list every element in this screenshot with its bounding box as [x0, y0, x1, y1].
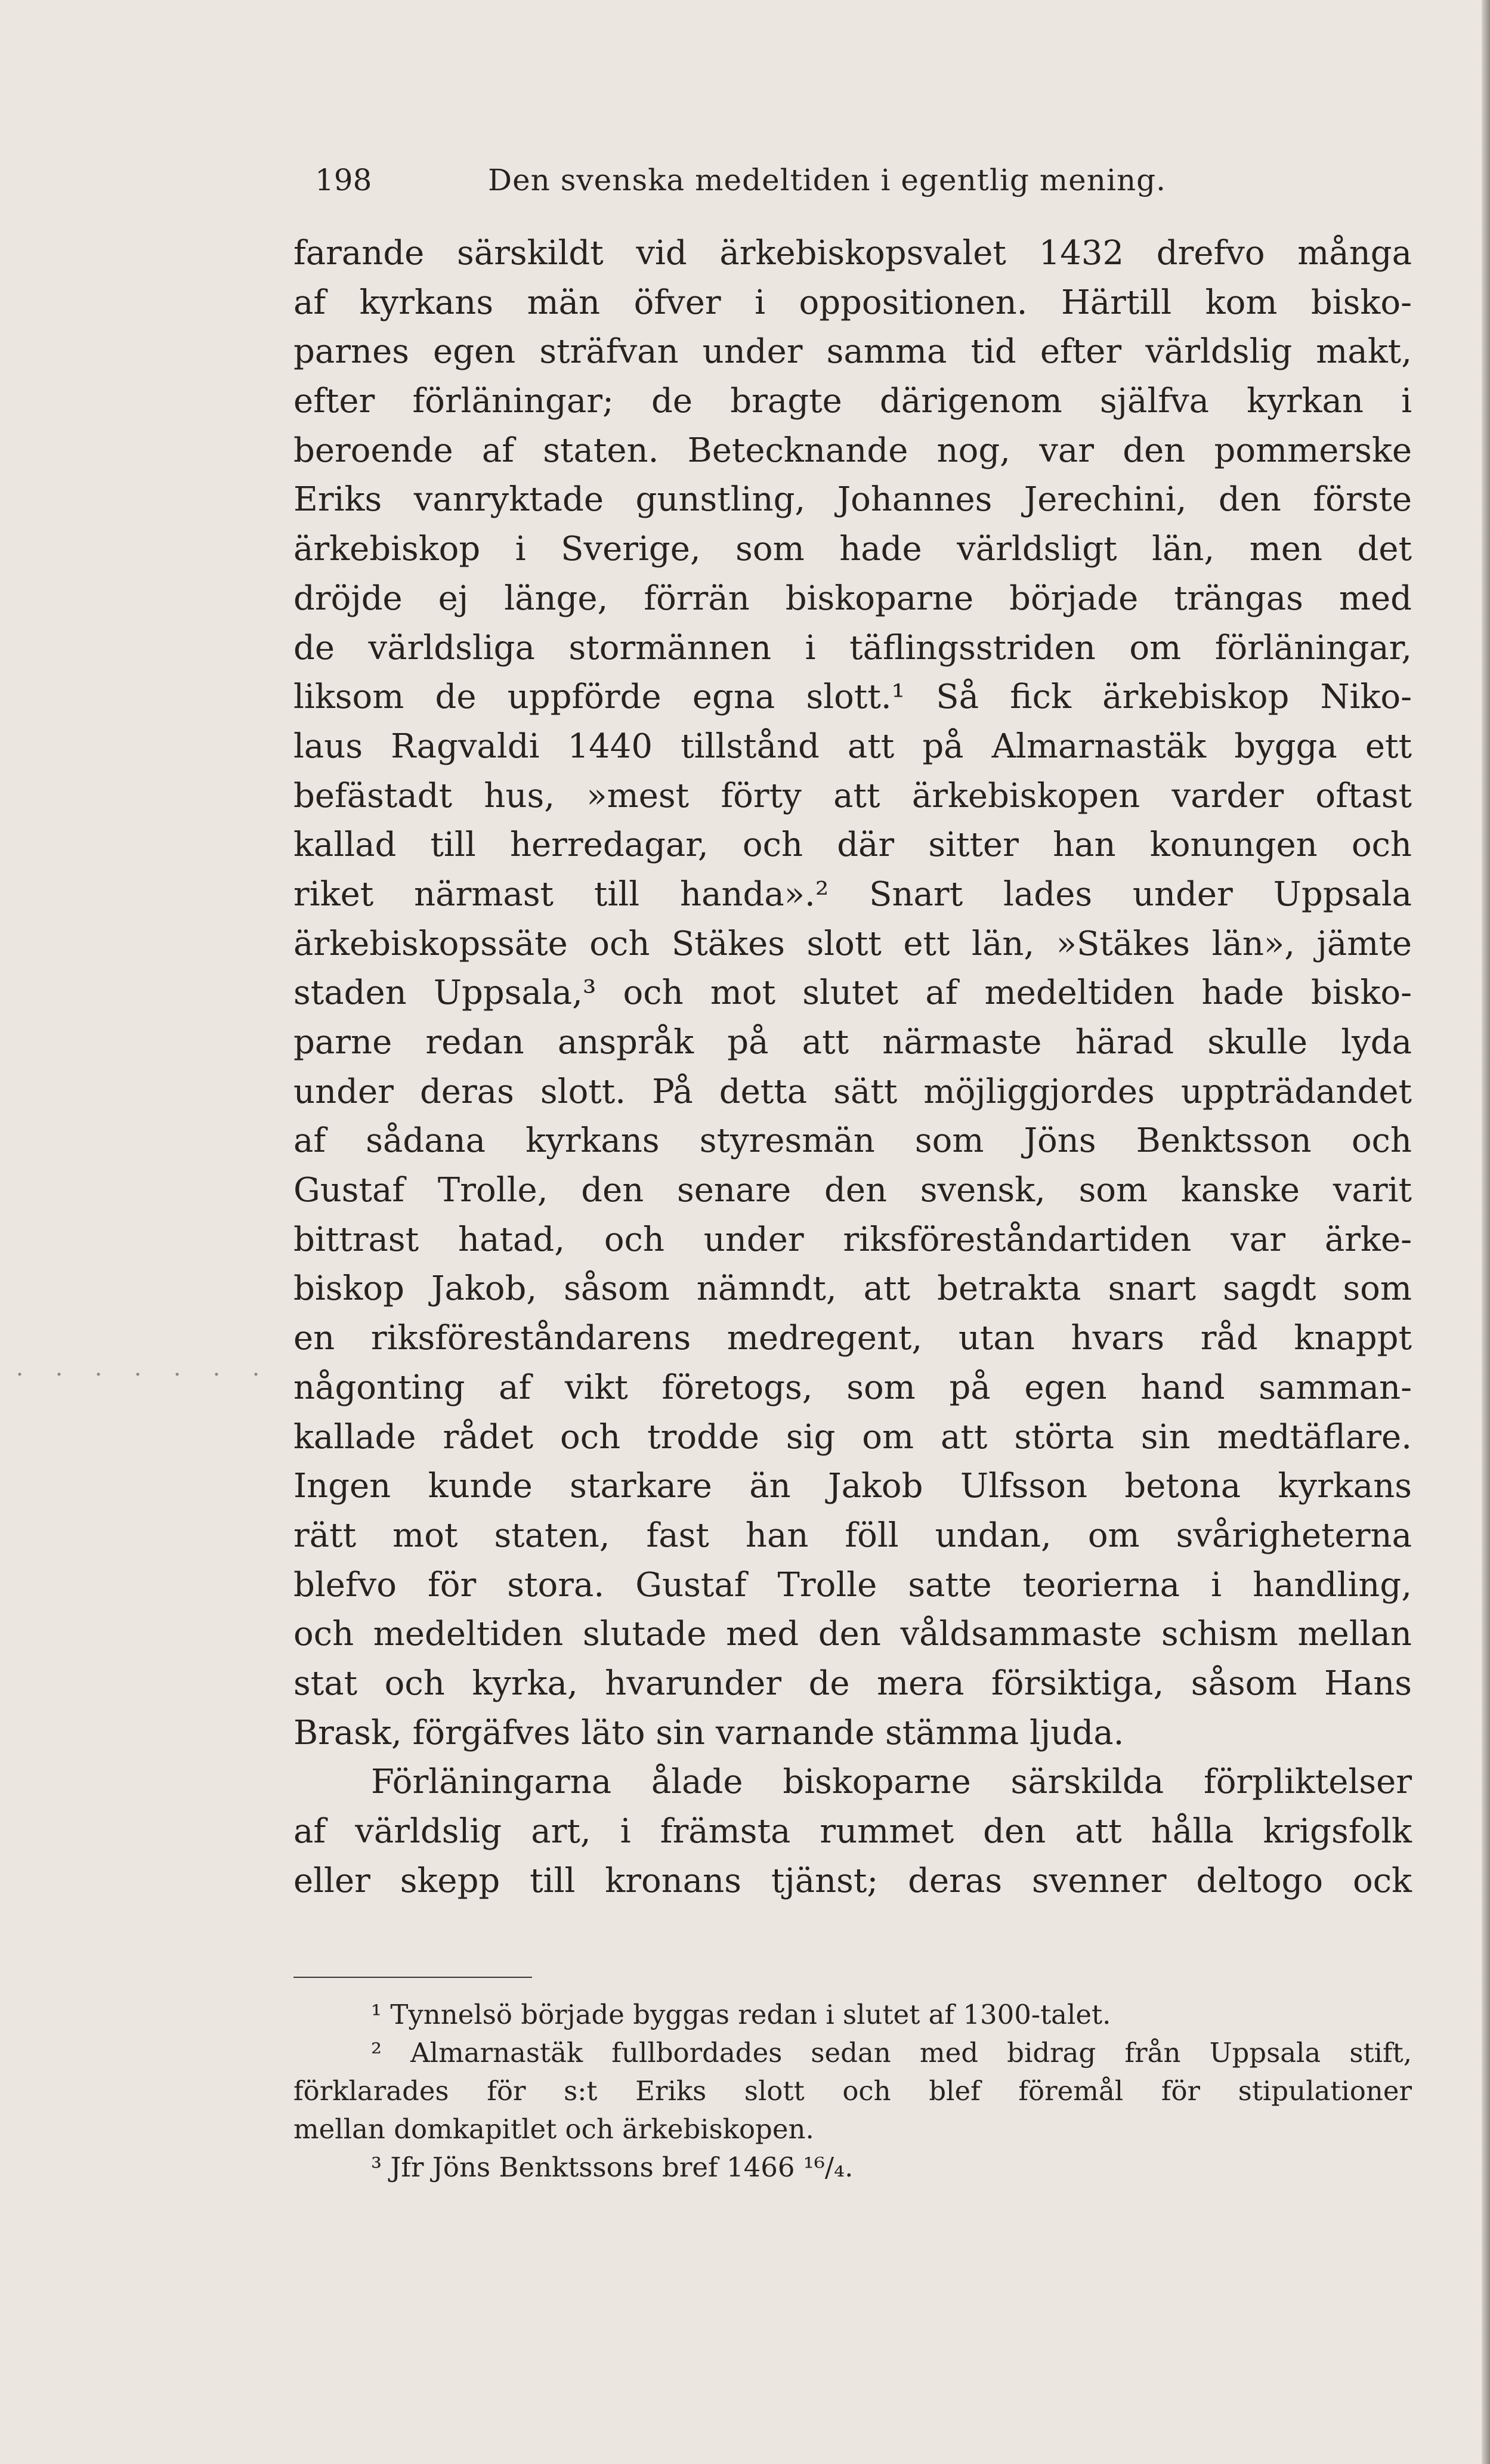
text-line: parne redan anspråk på att närmaste härad skulle lyda [293, 1023, 1412, 1062]
text-line: dröjde ej länge, förrän biskoparne började trängas med [293, 579, 1412, 618]
text-line: af kyrkans män öfver i oppositionen. Härtill kom bisko- [293, 283, 1412, 322]
text-line: liksom de uppförde egna slott.¹ Så fick ärkebiskop Niko- [293, 678, 1412, 717]
text-line: farande särskildt vid ärkebiskopsvalet 1432 drefvo många [293, 234, 1412, 273]
text-line: ärkebiskopssäte och Stäkes slott ett län, »Stäkes län», jämte [293, 924, 1412, 963]
text-line: blefvo för stora. Gustaf Trolle satte teorierna i handling, [293, 1565, 1412, 1604]
footnote-rule [293, 1977, 532, 1978]
text-line: af sådana kyrkans styresmän som Jöns Benktsson och [293, 1121, 1412, 1161]
text-line: parnes egen sträfvan under samma tid efter världslig makt, [293, 332, 1412, 372]
running-header [315, 162, 1166, 198]
text-line: Eriks vanryktade gunstling, Johannes Jerechini, den förste [293, 480, 1412, 520]
text-line: rätt mot staten, fast han föll undan, om svårigheterna [293, 1516, 1412, 1555]
text-line: Ingen kunde starkare än Jakob Ulfsson betona kyrkans [293, 1467, 1412, 1506]
text-line: riket närmast till handa».² Snart lades under Uppsala [293, 874, 1412, 914]
page-edge-shadow [1482, 0, 1490, 2464]
footnote-line: mellan domkapitlet och ärkebiskopen. [293, 2113, 814, 2145]
text-line: befästadt hus, »mest förty att ärkebiskopen varder oftast [293, 776, 1412, 815]
text-line: beroende af staten. Betecknande nog, var den pommerske [293, 431, 1412, 470]
text-line: biskop Jakob, såsom nämndt, att betrakta snart sagdt som [293, 1269, 1412, 1309]
text-line: en riksföreståndarens medregent, utan hvars råd knappt [293, 1319, 1412, 1358]
footnote-line: ³ Jfr Jöns Benktssons bref 1466 ¹⁶/₄. [371, 2151, 854, 2183]
text-line: efter förläningar; de bragte därigenom själfva kyrkan i [293, 382, 1412, 421]
footnote-line: ¹ Tynnelsö började byggas redan i slutet af 1300-talet. [371, 1999, 1111, 2030]
page-number: 198 [315, 163, 372, 197]
text-line: bittrast hatad, och under riksföreståndartiden var ärke- [293, 1220, 1412, 1259]
text-line: Gustaf Trolle, den senare den svensk, som kanske varit [293, 1171, 1412, 1210]
text-line: de världsliga stormännen i täflingsstriden om förläningar, [293, 628, 1412, 667]
text-line: någonting af vikt företogs, som på egen hand samman- [293, 1368, 1412, 1407]
text-line: kallad till herredagar, och där sitter han konungen och [293, 826, 1412, 865]
text-line: ärkebiskop i Sverige, som hade världsligt län, men det [293, 530, 1412, 569]
footnote-line: ² Almarnastäk fullbordades sedan med bidrag från Uppsala stift, [371, 2037, 1412, 2069]
margin-dots [0, 1372, 274, 1377]
text-line: laus Ragvaldi 1440 tillstånd att på Almarnastäk bygga ett [293, 726, 1412, 766]
text-line: och medeltiden slutade med den våldsammaste schism mellan [293, 1615, 1412, 1654]
text-line: Brask, förgäfves läto sin varnande stämma ljuda. [293, 1713, 1124, 1752]
text-line: staden Uppsala,³ och mot slutet af medeltiden hade bisko- [293, 973, 1412, 1013]
body-text [293, 229, 1412, 1906]
running-title: Den svenska medeltiden i egentlig mening. [488, 163, 1167, 197]
footnote-line: förklarades för s:t Eriks slott och blef föremål för stipulationer [293, 2075, 1412, 2107]
text-line: stat och kyrka, hvarunder de mera försiktiga, såsom Hans [293, 1664, 1412, 1703]
text-line: under deras slott. På detta sätt möjliggjordes uppträdandet [293, 1072, 1412, 1111]
text-line: kallade rådet och trodde sig om att störta sin medtäflare. [293, 1417, 1412, 1457]
text-line: Förläningarna ålade biskoparne särskilda förpliktelser [371, 1763, 1412, 1802]
footnotes [293, 1996, 1412, 2187]
text-line: eller skepp till kronans tjänst; deras svenner deltogo ock [293, 1861, 1412, 1900]
text-line: af världslig art, i främsta rummet den att hålla krigsfolk [293, 1812, 1412, 1851]
